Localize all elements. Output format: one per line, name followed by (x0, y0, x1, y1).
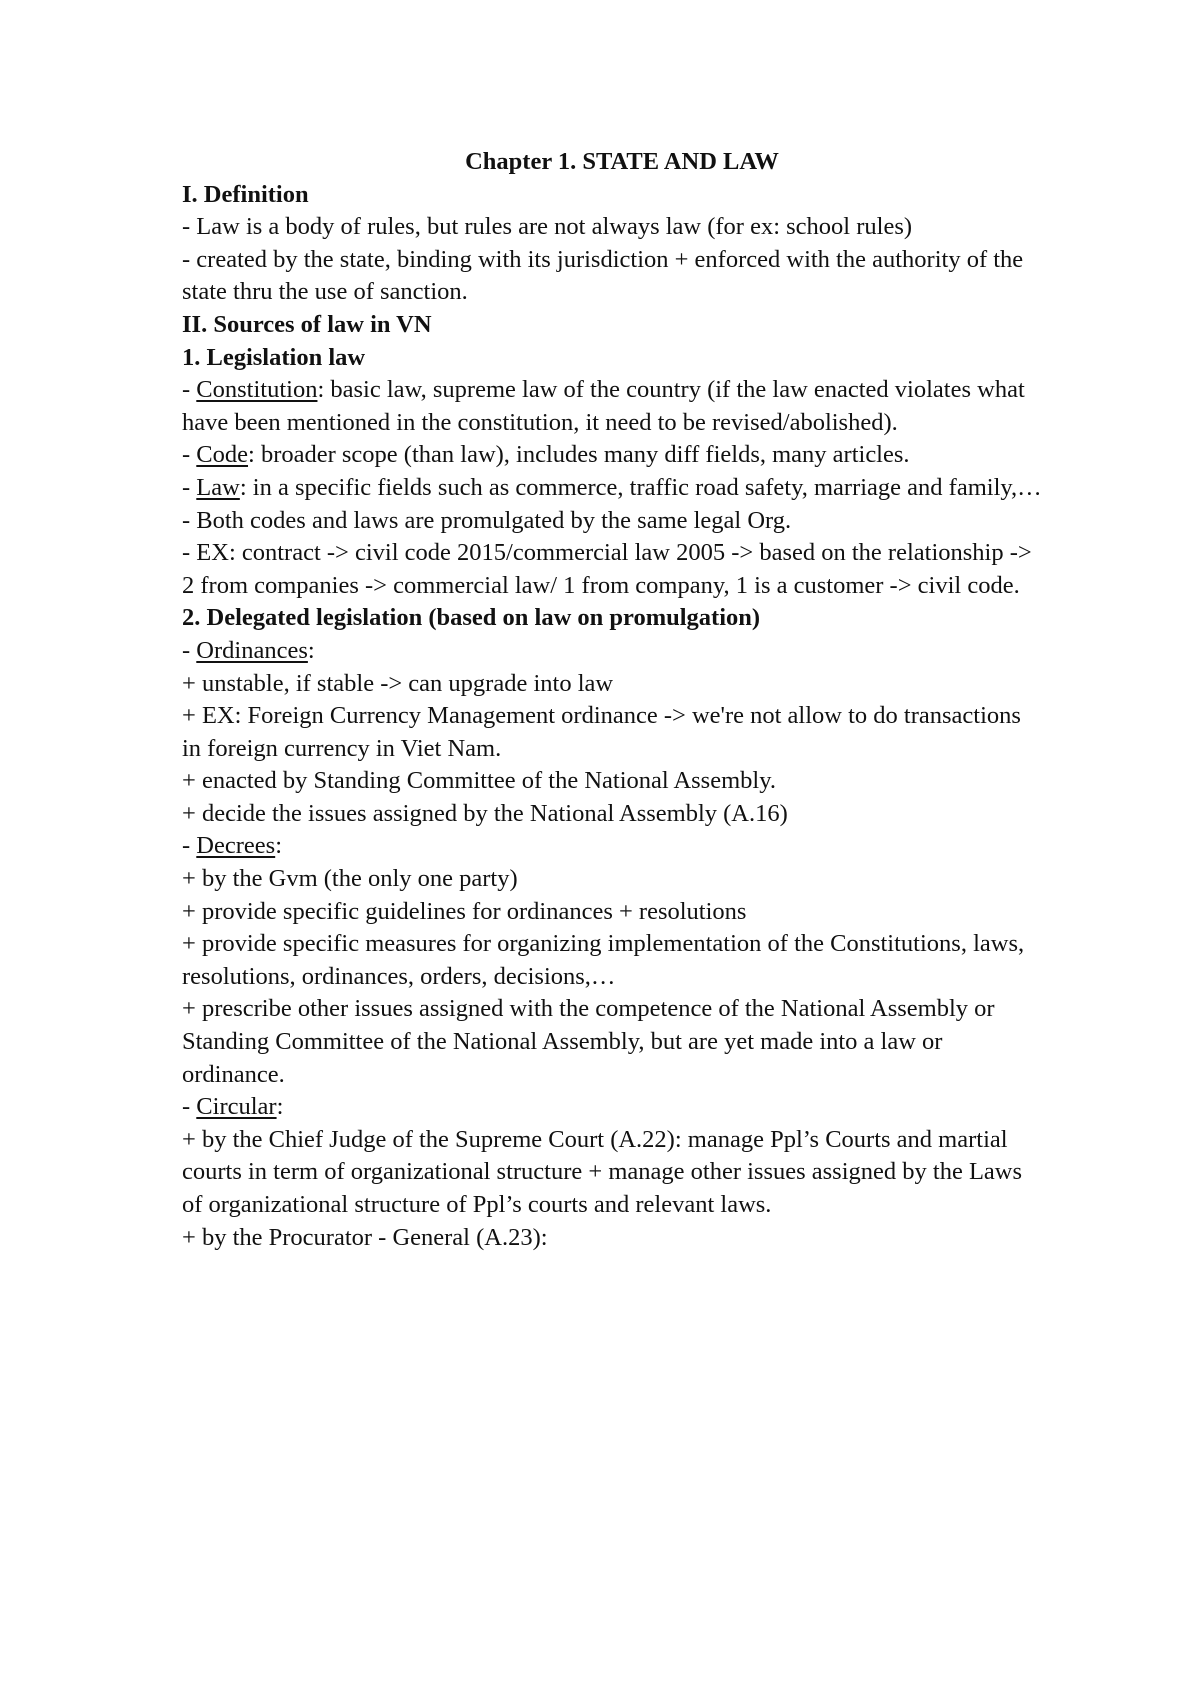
subsection-heading-delegated: 2. Delegated legislation (based on law on promulgation) (182, 604, 761, 632)
section-heading-definition: I. Definition (182, 180, 309, 208)
constitution-text: : basic law, supreme law of the country (if the law enacted violates what have been mentioned in the constitution, it need to be revised/abolished). (182, 376, 1025, 436)
paragraph: - Law is a body of rules, but rules are not always law (for ex: school rules) (182, 213, 913, 241)
page-title: Chapter 1. STATE AND LAW (465, 148, 779, 175)
term-law: Law (196, 473, 240, 501)
term-decrees: Decrees (196, 832, 276, 860)
list-item: + provide specific measures for organizing implementation of the Constitutions, laws, resolutions, ordinances, orders, decisions,… (182, 930, 1025, 990)
list-item: + enacted by Standing Committee of the National Assembly. (182, 767, 776, 795)
list-item: + prescribe other issues assigned with the competence of the National Assembly or Standing Committee of the National Assembly, but are yet made into a law or ordinance. (182, 995, 995, 1088)
term-constitution: Constitution (196, 376, 318, 404)
list-item: + by the Gvm (the only one party) (182, 865, 518, 893)
paragraph: - created by the state, binding with its jurisdiction + enforced with the authority of the state thru the use of sanction. (182, 245, 1024, 306)
code-item: - Code: broader scope (than law), includes many diff fields, many articles. (182, 441, 910, 469)
constitution-item: - Constitution: basic law, supreme law of the country (if the law enacted violates what have been mentioned in the constitution, it need to be revised/abolished). (182, 376, 1025, 436)
term-circular: Circular (196, 1093, 277, 1121)
term-ordinances: Ordinances (196, 636, 308, 664)
subsection-heading-legislation: 1. Legislation law (182, 343, 366, 371)
ordinances-heading: - Ordinances: (182, 636, 315, 664)
list-item: + decide the issues assigned by the National Assembly (A.16) (182, 799, 788, 827)
code-text: : broader scope (than law), includes many diff fields, many articles. (248, 441, 910, 469)
law-item: - Law: in a specific fields such as commerce, traffic road safety, marriage and family,… (182, 473, 1042, 501)
list-item: + by the Procurator - General (A.23): (182, 1223, 548, 1251)
paragraph: - EX: contract -> civil code 2015/commercial law 2005 -> based on the relationship -> 2 from companies -> commercial law/ 1 from company, 1 is a customer -> civil code. (182, 539, 1032, 599)
list-item: + provide specific guidelines for ordinances + resolutions (182, 897, 747, 925)
document-page (182, 146, 1042, 1254)
list-item: + by the Chief Judge of the Supreme Court (A.22): manage Ppl’s Courts and martial courts in term of organizational structure + manage other issues assigned by the Laws of organizational structure of Ppl’s courts and relevant laws. (182, 1125, 1023, 1218)
list-item: + unstable, if stable -> can upgrade into law (182, 669, 614, 697)
term-code: Code (196, 441, 249, 469)
law-text: : in a specific fields such as commerce, traffic road safety, marriage and family,… (239, 473, 1042, 501)
list-item: + EX: Foreign Currency Management ordinance -> we're not allow to do transactions in foreign currency in Viet Nam. (182, 702, 1021, 762)
paragraph: - Both codes and laws are promulgated by the same legal Org. (182, 506, 792, 534)
decrees-heading: - Decrees: (182, 832, 282, 860)
circular-heading: - Circular: (182, 1093, 284, 1121)
section-heading-sources: II. Sources of law in VN (182, 310, 432, 338)
